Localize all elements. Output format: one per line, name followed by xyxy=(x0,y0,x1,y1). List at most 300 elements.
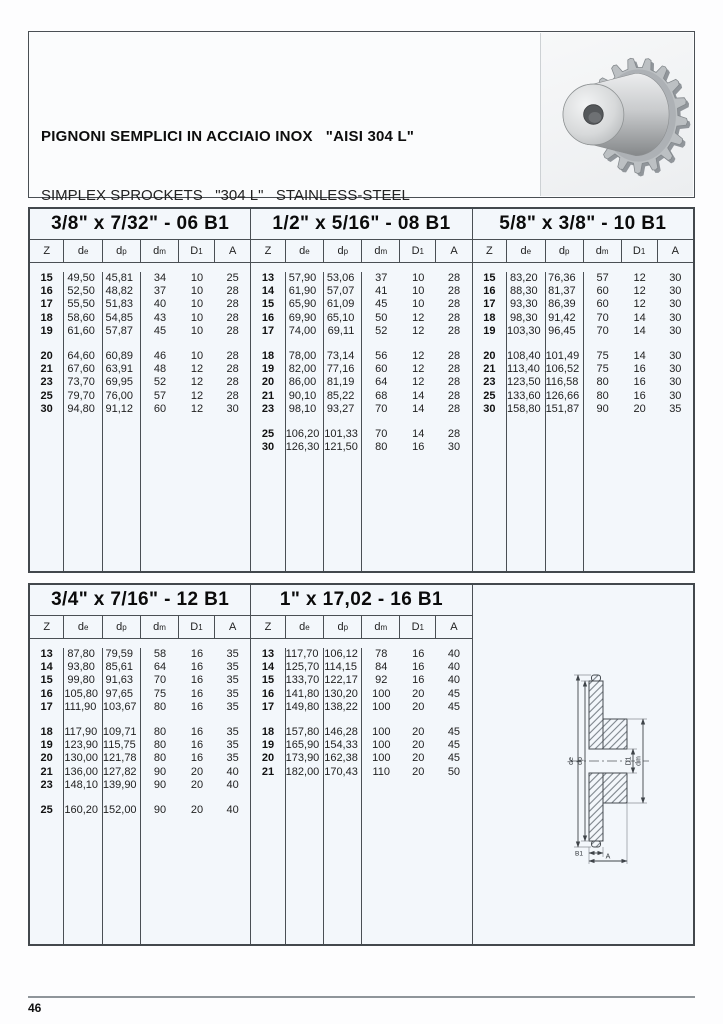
cell: 122,17 xyxy=(324,674,362,687)
cell: 10 xyxy=(412,298,425,311)
cell: 80 xyxy=(153,739,167,752)
cell: 52,50 xyxy=(64,285,103,298)
cell: 12 xyxy=(412,376,425,389)
cell xyxy=(324,338,362,350)
cell: 15 xyxy=(30,272,64,285)
cell: 15 xyxy=(251,298,285,311)
cell xyxy=(622,338,658,350)
table-body xyxy=(251,639,471,944)
cell: 60 xyxy=(153,402,167,415)
cell: 14 xyxy=(412,402,425,415)
cell: 52 xyxy=(375,324,388,337)
cell xyxy=(141,817,179,944)
cell: 21 xyxy=(251,766,285,779)
cell: 12 xyxy=(190,363,204,376)
cell: 28 xyxy=(447,389,461,402)
cell: 20 xyxy=(30,752,64,765)
cell: 90 xyxy=(153,778,167,791)
cell: 10 xyxy=(190,298,204,311)
column-header: A xyxy=(450,621,458,633)
table-row xyxy=(251,752,471,765)
cell: 133,70 xyxy=(286,674,325,687)
cell xyxy=(215,416,250,571)
cell: 20 xyxy=(190,765,204,778)
cell: 16 xyxy=(251,312,285,325)
cell: 12 xyxy=(190,376,204,389)
cell: 20 xyxy=(412,739,425,752)
table-spacer xyxy=(251,338,471,350)
cell: 86,39 xyxy=(546,298,584,311)
cell: 146,28 xyxy=(324,726,362,739)
cell: 101,49 xyxy=(546,350,584,363)
cell: 103,30 xyxy=(507,325,546,338)
cell: 18 xyxy=(30,312,64,325)
dim-label-dp: dp xyxy=(576,757,584,765)
table-spacer xyxy=(251,779,471,944)
cell: 58 xyxy=(153,648,167,660)
cell xyxy=(141,338,179,350)
cell: 28 xyxy=(226,285,239,298)
table-row xyxy=(473,390,693,403)
cell: 100 xyxy=(372,725,391,738)
cell xyxy=(362,714,400,726)
column-header: d e xyxy=(64,616,103,638)
table-spacer xyxy=(30,817,250,944)
table-row xyxy=(251,298,471,311)
column-header: d e xyxy=(286,240,325,262)
cell: 12 xyxy=(633,298,646,311)
table-row xyxy=(473,376,693,389)
cell: 30 xyxy=(669,298,682,311)
cell: 13 xyxy=(251,648,285,661)
table-row xyxy=(30,674,250,687)
cell: 98,10 xyxy=(286,403,325,416)
cell: 76,36 xyxy=(546,272,584,285)
cell: 117,90 xyxy=(64,726,103,739)
cell: 76,00 xyxy=(103,390,141,403)
cell: 28 xyxy=(447,298,461,311)
cell: 64 xyxy=(375,376,388,389)
table-row xyxy=(251,739,471,752)
cell xyxy=(324,416,362,428)
cell: 28 xyxy=(447,324,461,337)
column-header: Z xyxy=(251,616,285,638)
cell: 61,60 xyxy=(64,325,103,338)
table-row xyxy=(30,779,250,792)
column-header: d p xyxy=(103,240,141,262)
cell xyxy=(507,416,546,571)
cell: 70 xyxy=(375,427,388,440)
table-row xyxy=(473,312,693,325)
cell: 61,90 xyxy=(286,285,325,298)
cell: 60,89 xyxy=(103,350,141,363)
cell: 12 xyxy=(412,324,425,337)
cell: 45 xyxy=(375,298,388,311)
table-header-row xyxy=(251,616,471,639)
cell: 83,20 xyxy=(507,272,546,285)
cell: 30 xyxy=(669,272,682,284)
cell: 40 xyxy=(447,661,461,674)
table-row xyxy=(473,285,693,298)
cell: 60 xyxy=(596,285,609,298)
cell: 121,78 xyxy=(103,752,141,765)
cell: 20 xyxy=(30,350,64,363)
table-body xyxy=(251,263,471,571)
cell: 45 xyxy=(447,739,461,752)
cell: 18 xyxy=(251,350,285,363)
cell xyxy=(622,416,658,571)
cell: 20 xyxy=(190,803,204,816)
cell xyxy=(546,416,584,571)
cell: 85,61 xyxy=(103,661,141,674)
cell: 28 xyxy=(226,311,239,324)
cell: 75 xyxy=(153,687,167,700)
cell: 28 xyxy=(226,298,239,311)
cell: 16 xyxy=(633,389,646,402)
cell: 15 xyxy=(30,674,64,687)
cell: 90 xyxy=(596,402,609,415)
cell xyxy=(141,792,179,804)
cell: 91,12 xyxy=(103,403,141,416)
cell: 48 xyxy=(153,363,167,376)
column-header: d m xyxy=(362,240,400,262)
cell: 74,00 xyxy=(286,325,325,338)
table-spacer xyxy=(30,416,250,571)
cell: 10 xyxy=(190,272,204,284)
cell xyxy=(64,817,103,944)
cell xyxy=(179,416,215,571)
cell xyxy=(251,454,285,571)
table-row xyxy=(30,766,250,779)
cell: 17 xyxy=(473,298,507,311)
cell: 20 xyxy=(412,752,425,765)
cell: 57 xyxy=(153,389,167,402)
cell: 126,66 xyxy=(546,390,584,403)
table-row xyxy=(473,298,693,311)
cell: 149,80 xyxy=(286,701,325,714)
table-header-row xyxy=(473,240,693,263)
column-header: d m xyxy=(141,616,179,638)
cell: 40 xyxy=(226,803,239,816)
cell: 123,50 xyxy=(507,376,546,389)
cell: 21 xyxy=(251,390,285,403)
sprocket-photo xyxy=(540,33,693,196)
cell: 125,70 xyxy=(286,661,325,674)
cell: 110 xyxy=(372,765,391,778)
cell xyxy=(286,714,325,726)
cell: 20 xyxy=(190,778,204,791)
cell: 158,80 xyxy=(507,403,546,416)
cell xyxy=(436,454,471,571)
table-spacer xyxy=(30,792,250,804)
upper-tables-panel xyxy=(28,207,695,573)
cell xyxy=(215,792,250,804)
cell: 106,52 xyxy=(546,363,584,376)
cell xyxy=(103,792,141,804)
cell xyxy=(251,779,285,944)
table-row xyxy=(30,390,250,403)
cell: 35 xyxy=(226,739,239,752)
table-row xyxy=(30,376,250,389)
cell: 28 xyxy=(226,376,239,389)
cell xyxy=(251,714,285,726)
table-row xyxy=(251,325,471,338)
cell: 105,80 xyxy=(64,688,103,701)
table-title: 1/2" x 5/16" - 08 B1 xyxy=(251,209,471,240)
cell: 100 xyxy=(372,752,391,765)
cell: 123,90 xyxy=(64,739,103,752)
cell xyxy=(473,416,507,571)
cell xyxy=(103,714,141,726)
cell xyxy=(286,779,325,944)
cell: 78 xyxy=(375,648,388,660)
cell: 14 xyxy=(251,285,285,298)
table-row xyxy=(30,648,250,661)
cell: 21 xyxy=(30,363,64,376)
cell: 12 xyxy=(633,285,646,298)
cell: 141,80 xyxy=(286,688,325,701)
cell: 18 xyxy=(30,726,64,739)
cell: 69,11 xyxy=(324,325,362,338)
cell: 14 xyxy=(412,427,425,440)
cell: 45 xyxy=(447,687,461,700)
cell: 126,30 xyxy=(286,441,325,454)
cell xyxy=(507,338,546,350)
cell: 30 xyxy=(669,311,682,324)
cell: 61,09 xyxy=(324,298,362,311)
cell: 13 xyxy=(251,272,285,285)
cell: 70 xyxy=(596,311,609,324)
cell: 30 xyxy=(669,324,682,337)
table-title: 3/4" x 7/16" - 12 B1 xyxy=(30,585,250,616)
cell: 68 xyxy=(375,389,388,402)
cell: 75 xyxy=(596,363,609,376)
cell: 23 xyxy=(30,779,64,792)
cell: 30 xyxy=(669,363,682,376)
cell: 130,20 xyxy=(324,688,362,701)
column-header: d p xyxy=(324,240,362,262)
cell: 28 xyxy=(447,272,461,284)
cell: 10 xyxy=(190,349,204,362)
cell: 84 xyxy=(375,661,388,674)
dimension-diagram-area xyxy=(473,585,693,944)
table-row xyxy=(30,688,250,701)
table-row xyxy=(251,312,471,325)
cell: 28 xyxy=(447,402,461,415)
cell: 81,19 xyxy=(324,376,362,389)
cell: 148,10 xyxy=(64,779,103,792)
cell xyxy=(400,416,436,428)
cell: 108,40 xyxy=(507,350,546,363)
cell xyxy=(215,817,250,944)
cell xyxy=(251,416,285,428)
cell: 79,70 xyxy=(64,390,103,403)
cell: 19 xyxy=(30,739,64,752)
cell: 78,00 xyxy=(286,350,325,363)
cell: 16 xyxy=(190,661,204,674)
cell: 28 xyxy=(447,349,461,362)
cell xyxy=(400,338,436,350)
cell: 41 xyxy=(375,285,388,298)
page-title: PIGNONI SEMPLICI IN ACCIAIO INOX "AISI 304 L" xyxy=(41,128,415,145)
cell xyxy=(30,714,64,726)
cell xyxy=(251,338,285,350)
cell: 100 xyxy=(372,739,391,752)
table-row xyxy=(251,272,471,285)
cell: 30 xyxy=(473,403,507,416)
cell: 92 xyxy=(375,674,388,687)
cell xyxy=(362,338,400,350)
column-header: d p xyxy=(324,616,362,638)
column-header: d p xyxy=(103,616,141,638)
table-row xyxy=(473,272,693,285)
table-spacer xyxy=(473,338,693,350)
cell: 117,70 xyxy=(286,648,325,661)
cell: 80 xyxy=(596,376,609,389)
table-row xyxy=(251,648,471,661)
column-header: A xyxy=(228,245,237,257)
cell: 90,10 xyxy=(286,390,325,403)
cell: 30 xyxy=(669,376,682,389)
dim-label-a: A xyxy=(605,853,610,861)
cell: 40 xyxy=(226,765,239,778)
cell xyxy=(324,714,362,726)
cell: 12 xyxy=(412,311,425,324)
table-row xyxy=(251,428,471,441)
cell: 65,90 xyxy=(286,298,325,311)
cell: 20 xyxy=(412,700,425,713)
cell: 23 xyxy=(30,376,64,389)
cell: 73,14 xyxy=(324,350,362,363)
cell: 40 xyxy=(153,298,167,311)
table-row xyxy=(30,312,250,325)
cell: 152,00 xyxy=(103,804,141,817)
cell: 57,90 xyxy=(286,272,325,285)
cell: 56 xyxy=(375,349,388,362)
cell: 80 xyxy=(153,725,167,738)
cell: 19 xyxy=(251,363,285,376)
cell: 25 xyxy=(30,804,64,817)
cell: 28 xyxy=(447,363,461,376)
cell: 16 xyxy=(190,674,204,687)
cell xyxy=(64,792,103,804)
cell: 70 xyxy=(596,324,609,337)
cell: 86,00 xyxy=(286,376,325,389)
table-row xyxy=(251,688,471,701)
cell xyxy=(64,714,103,726)
cell: 157,80 xyxy=(286,726,325,739)
cell: 93,80 xyxy=(64,661,103,674)
cell: 14 xyxy=(30,661,64,674)
table-row xyxy=(30,752,250,765)
column-header: Z xyxy=(251,240,285,262)
cell: 16 xyxy=(30,285,64,298)
table-12B1 xyxy=(30,585,251,944)
cell: 20 xyxy=(633,402,646,415)
cell: 14 xyxy=(633,311,646,324)
cell: 30 xyxy=(30,403,64,416)
cell xyxy=(30,817,64,944)
column-header: D 1 xyxy=(179,240,215,262)
cell: 121,50 xyxy=(324,441,362,454)
cell xyxy=(436,714,471,726)
cell: 57 xyxy=(596,272,609,284)
table-row xyxy=(251,661,471,674)
cell: 55,50 xyxy=(64,298,103,311)
cell xyxy=(179,792,215,804)
cell: 25 xyxy=(473,390,507,403)
table-body xyxy=(30,263,250,571)
cell: 15 xyxy=(251,674,285,687)
cell: 43 xyxy=(153,311,167,324)
cell: 151,87 xyxy=(546,403,584,416)
cell xyxy=(362,416,400,428)
cell xyxy=(436,779,471,944)
cell: 64,60 xyxy=(64,350,103,363)
column-header: D 1 xyxy=(400,616,436,638)
cell: 79,59 xyxy=(103,648,141,661)
cell: 80 xyxy=(153,700,167,713)
table-row xyxy=(251,376,471,389)
table-title: 3/8" x 7/32" - 06 B1 xyxy=(30,209,250,240)
table-row xyxy=(473,350,693,363)
table-spacer xyxy=(251,454,471,571)
cell: 35 xyxy=(226,648,239,660)
cell: 46 xyxy=(153,349,167,362)
cell: 10 xyxy=(190,324,204,337)
cell: 94,80 xyxy=(64,403,103,416)
cell: 40 xyxy=(447,648,461,660)
cell: 14 xyxy=(633,349,646,362)
cell: 21 xyxy=(473,363,507,376)
table-spacer xyxy=(30,714,250,726)
bore-highlight xyxy=(589,112,602,123)
cell: 12 xyxy=(190,389,204,402)
table-header-row xyxy=(30,616,250,639)
cell: 93,27 xyxy=(324,403,362,416)
cell: 45 xyxy=(153,324,167,337)
table-row xyxy=(30,285,250,298)
cell: 58,60 xyxy=(64,312,103,325)
table-row xyxy=(251,726,471,739)
cell: 130,00 xyxy=(64,752,103,765)
cell xyxy=(179,817,215,944)
cell: 114,15 xyxy=(324,661,362,674)
cell: 16 xyxy=(190,700,204,713)
dim-label-d1: D1 xyxy=(625,756,633,766)
cell: 20 xyxy=(412,687,425,700)
cell: 182,00 xyxy=(286,766,325,779)
cell: 14 xyxy=(251,661,285,674)
column-header: d m xyxy=(584,240,622,262)
cell xyxy=(362,454,400,571)
cell: 52 xyxy=(153,376,167,389)
cell: 17 xyxy=(30,701,64,714)
cell: 18 xyxy=(251,726,285,739)
cell: 98,30 xyxy=(507,312,546,325)
column-header: A xyxy=(228,621,237,633)
cell xyxy=(103,817,141,944)
cell: 16 xyxy=(412,441,425,454)
column-header: d m xyxy=(362,616,400,638)
cell: 88,30 xyxy=(507,285,546,298)
cell: 16 xyxy=(190,752,204,765)
cell: 69,95 xyxy=(103,376,141,389)
cell: 136,00 xyxy=(64,766,103,779)
cell xyxy=(324,779,362,944)
cell: 106,12 xyxy=(324,648,362,661)
column-header: Z xyxy=(30,616,64,638)
